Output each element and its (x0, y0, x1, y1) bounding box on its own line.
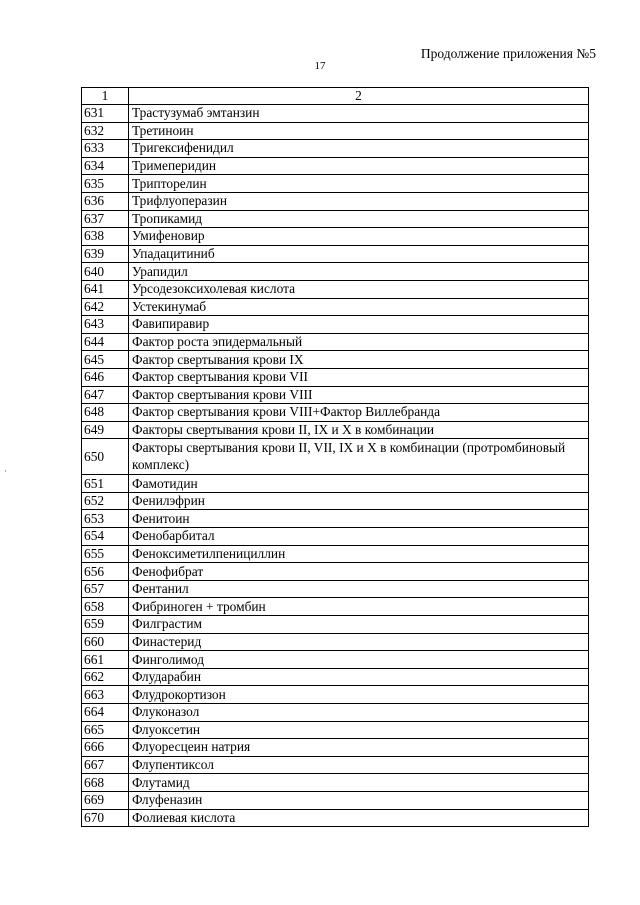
medicine-name: Финастерид (129, 633, 589, 651)
table-row (82, 192, 589, 210)
table-row (82, 210, 589, 228)
row-number: 665 (82, 721, 129, 739)
table-row (82, 421, 589, 439)
medicine-name: Флуоксетин (129, 721, 589, 739)
row-number: 661 (82, 651, 129, 669)
medicine-name: Трастузумаб эмтанзин (129, 105, 589, 123)
medicine-name: Фибриноген + тромбин (129, 598, 589, 616)
medicine-name: Фолиевая кислота (129, 809, 589, 827)
table-row (82, 368, 589, 386)
medicine-name: Тригексифенидил (129, 140, 589, 158)
table-row (82, 633, 589, 651)
medicine-name: Устекинумаб (129, 298, 589, 316)
row-number: 666 (82, 739, 129, 757)
table-row (82, 528, 589, 546)
medicine-name: Флуконазол (129, 704, 589, 722)
table-row (82, 651, 589, 669)
table-row (82, 122, 589, 140)
medicine-name: Фактор роста эпидермальный (129, 333, 589, 351)
row-number: 659 (82, 616, 129, 634)
row-number: 649 (82, 421, 129, 439)
table-row (82, 510, 589, 528)
row-number: 641 (82, 280, 129, 298)
row-number: 637 (82, 210, 129, 228)
table-row (82, 545, 589, 563)
row-number: 650 (82, 439, 129, 475)
row-number: 638 (82, 228, 129, 246)
table-row (82, 280, 589, 298)
table-row (82, 228, 589, 246)
row-number: 657 (82, 580, 129, 598)
table-row (82, 704, 589, 722)
table-row (82, 439, 589, 475)
row-number: 642 (82, 298, 129, 316)
table-row (82, 386, 589, 404)
row-number: 636 (82, 192, 129, 210)
medicine-name: Трипторелин (129, 175, 589, 193)
medicine-name: Умифеновир (129, 228, 589, 246)
table-header-row (82, 88, 589, 105)
medicine-name: Фавипиравир (129, 316, 589, 334)
medicine-name: Флудрокортизон (129, 686, 589, 704)
table-row (82, 598, 589, 616)
medicine-name: Фактор свертывания крови IX (129, 351, 589, 369)
table-row (82, 298, 589, 316)
table-row (82, 739, 589, 757)
table-row (82, 333, 589, 351)
table-row (82, 774, 589, 792)
row-number: 631 (82, 105, 129, 123)
medicine-name: Урсодезоксихолевая кислота (129, 280, 589, 298)
medicine-name: Фенитоин (129, 510, 589, 528)
medicine-name: Флуфеназин (129, 791, 589, 809)
medicine-name: Фенобарбитал (129, 528, 589, 546)
table-row (82, 157, 589, 175)
row-number: 670 (82, 809, 129, 827)
row-number: 663 (82, 686, 129, 704)
continuation-title: Продолжение приложения №5 (420, 46, 596, 61)
medicine-name: Флутамид (129, 774, 589, 792)
medicine-name: Флуоресцеин натрия (129, 739, 589, 757)
row-number: 635 (82, 175, 129, 193)
table-row (82, 756, 589, 774)
scan-edge-mark: · (4, 466, 7, 476)
row-number: 668 (82, 774, 129, 792)
table-row (82, 316, 589, 334)
medicine-name: Упадацитиниб (129, 245, 589, 263)
table-row (82, 175, 589, 193)
row-number: 643 (82, 316, 129, 334)
table-row (82, 404, 589, 422)
row-number: 634 (82, 157, 129, 175)
medicine-name: Фентанил (129, 580, 589, 598)
row-number: 669 (82, 791, 129, 809)
row-number: 652 (82, 492, 129, 510)
row-number: 667 (82, 756, 129, 774)
medicine-name: Фенилэфрин (129, 492, 589, 510)
row-number: 653 (82, 510, 129, 528)
medicine-name: Фамотидин (129, 475, 589, 493)
table-row (82, 105, 589, 123)
medicine-name: Фенофибрат (129, 563, 589, 581)
medicine-name: Тропикамид (129, 210, 589, 228)
medicine-name: Третиноин (129, 122, 589, 140)
table-row (82, 721, 589, 739)
row-number: 654 (82, 528, 129, 546)
row-number: 639 (82, 245, 129, 263)
row-number: 660 (82, 633, 129, 651)
table-row (82, 686, 589, 704)
medicine-name: Финголимод (129, 651, 589, 669)
medicine-name: Факторы свертывания крови II, IX и X в комбинации (129, 421, 589, 439)
row-number: 656 (82, 563, 129, 581)
table-row (82, 563, 589, 581)
column-header-number: 1 (82, 88, 129, 105)
row-number: 655 (82, 545, 129, 563)
medicine-name: Флупентиксол (129, 756, 589, 774)
row-number: 645 (82, 351, 129, 369)
medicine-name: Фактор свертывания крови VIII+Фактор Виллебранда (129, 404, 589, 422)
row-number: 662 (82, 668, 129, 686)
medicine-name: Фактор свертывания крови VIII (129, 386, 589, 404)
medicine-name: Тримеперидин (129, 157, 589, 175)
row-number: 640 (82, 263, 129, 281)
table-row (82, 475, 589, 493)
table-row (82, 791, 589, 809)
medicine-name: Феноксиметилпенициллин (129, 545, 589, 563)
row-number: 646 (82, 368, 129, 386)
table-row (82, 140, 589, 158)
table-row (82, 263, 589, 281)
medicine-name: Фактор свертывания крови VII (129, 368, 589, 386)
table-row (82, 616, 589, 634)
medicine-name: Трифлуоперазин (129, 192, 589, 210)
row-number: 647 (82, 386, 129, 404)
table-row (82, 809, 589, 827)
page-number: 17 (314, 60, 326, 72)
medicine-name: Урапидил (129, 263, 589, 281)
medicines-table (81, 87, 589, 827)
medicine-name: Филграстим (129, 616, 589, 634)
column-header-name: 2 (129, 88, 589, 105)
table-row (82, 245, 589, 263)
row-number: 648 (82, 404, 129, 422)
row-number: 651 (82, 475, 129, 493)
medicine-name: Факторы свертывания крови II, VII, IX и X в комбинации (протромбиновый комплекс) (129, 439, 589, 475)
row-number: 632 (82, 122, 129, 140)
table-row (82, 351, 589, 369)
row-number: 633 (82, 140, 129, 158)
medicine-name: Флударабин (129, 668, 589, 686)
table-row (82, 492, 589, 510)
table-row (82, 668, 589, 686)
row-number: 664 (82, 704, 129, 722)
table-row (82, 580, 589, 598)
row-number: 644 (82, 333, 129, 351)
row-number: 658 (82, 598, 129, 616)
